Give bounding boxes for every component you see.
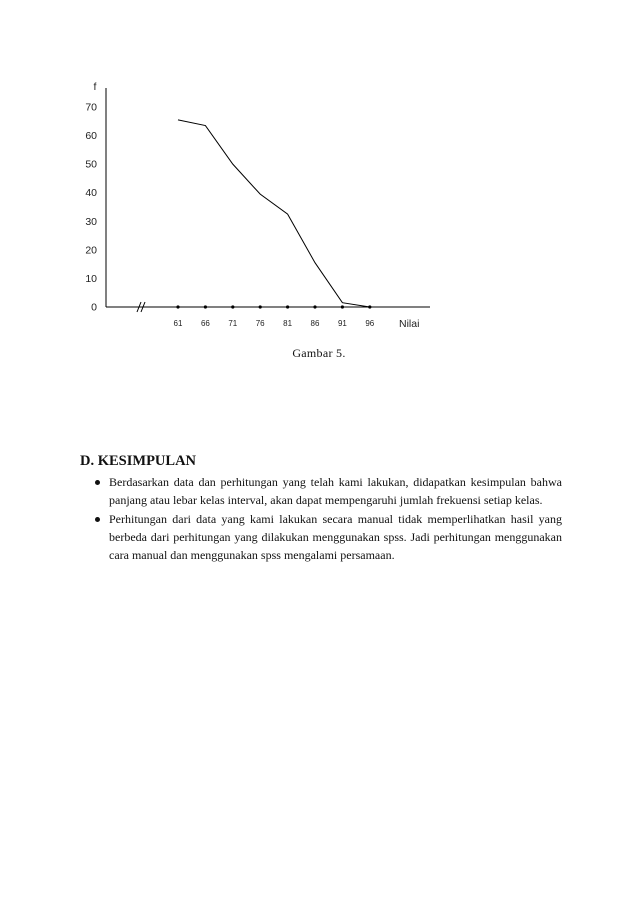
y-tick-labels bbox=[85, 102, 97, 314]
frequency-polygon-chart bbox=[0, 0, 638, 340]
section-title: D. KESIMPULAN bbox=[80, 453, 197, 469]
x-tick-label: 76 bbox=[255, 319, 265, 328]
y-axis-label: f bbox=[93, 81, 97, 93]
x-tick-label: 66 bbox=[200, 319, 210, 328]
conclusion-item-text: Berdasarkan data dan perhitungan yang telah kami lakukan, didapatkan kesimpulan bahwa panjang atau lebar kelas interval, akan dapat mempengaruhi jumlah frekuensi setiap kelas. bbox=[109, 475, 562, 508]
y-tick-label: 0 bbox=[91, 301, 97, 314]
x-tick-label: 81 bbox=[283, 319, 293, 328]
x-tick-dot bbox=[231, 305, 234, 308]
y-tick-label: 50 bbox=[85, 158, 97, 171]
x-tick-label: 61 bbox=[173, 319, 183, 328]
x-tick-label: 71 bbox=[228, 319, 238, 328]
y-tick-label: 20 bbox=[85, 244, 97, 257]
figure-caption: Gambar 5. bbox=[292, 346, 346, 360]
conclusion-item bbox=[84, 473, 562, 510]
bullet-icon bbox=[95, 480, 100, 485]
conclusion-list bbox=[84, 473, 562, 564]
x-tick-dot bbox=[204, 305, 207, 308]
x-tick-label: 86 bbox=[310, 319, 320, 328]
conclusion-item-text: Perhitungan dari data yang kami lakukan secara manual tidak memperlihatkan hasil yang berbeda dari perhitungan yang dilakukan menggunakan spss. Jadi perhitungan menggunakan cara manual dan menggunakan spss mengalami persamaan. bbox=[109, 511, 562, 563]
conclusion-item bbox=[84, 510, 562, 565]
x-tick-label: 96 bbox=[365, 319, 375, 328]
x-tick-label: 91 bbox=[337, 319, 347, 328]
x-tick-dot bbox=[286, 305, 289, 308]
x-axis-label: Nilai bbox=[399, 318, 420, 330]
x-tick-dot bbox=[259, 305, 262, 308]
series-line-group bbox=[178, 120, 370, 307]
x-tick-dot bbox=[176, 305, 179, 308]
y-tick-label: 30 bbox=[85, 215, 97, 228]
chart-axes bbox=[94, 81, 430, 330]
y-tick-label: 40 bbox=[85, 187, 97, 200]
bullet-icon bbox=[95, 517, 100, 522]
y-tick-label: 70 bbox=[85, 101, 97, 114]
y-tick-label: 10 bbox=[85, 272, 97, 285]
x-tick-labels bbox=[174, 305, 375, 328]
y-tick-label: 60 bbox=[85, 130, 97, 143]
series-line bbox=[178, 120, 370, 307]
x-tick-dot bbox=[341, 305, 344, 308]
x-tick-dot bbox=[313, 305, 316, 308]
